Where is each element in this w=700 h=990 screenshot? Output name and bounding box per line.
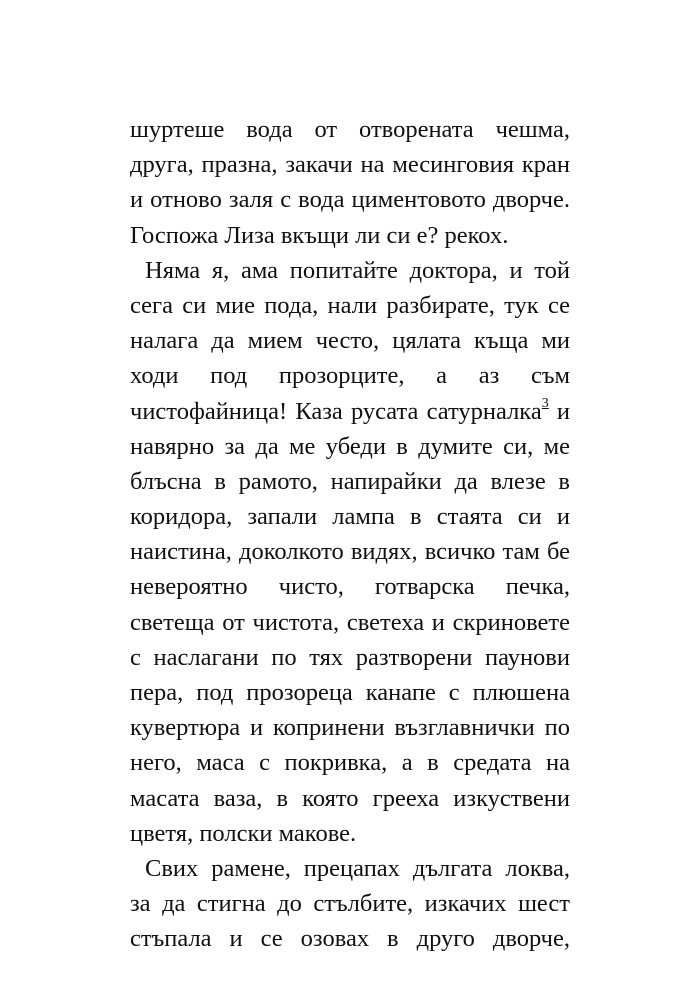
paragraph-2 [130, 253, 570, 851]
text-line: шуртеше вода от отворената чешма, [130, 116, 570, 143]
paragraph-3 [130, 851, 570, 957]
text-line: наистина, доколкото видях, всичко там бе [130, 538, 570, 566]
page-text [130, 112, 570, 957]
text-line: цветя, полски макове. [130, 819, 357, 847]
footnote-reference[interactable]: 3 [541, 396, 549, 412]
text-line: за да стигна до стълбите, изкачих шест [130, 890, 570, 918]
text-line: сега си мие пода, нали разбирате, тук се [130, 291, 570, 319]
text-line: блъсна в рамото, напирайки да влезе в [130, 467, 570, 495]
text-line: Госпожа Лиза вкъщи ли си е? рекох. [130, 221, 509, 249]
text-line: с наслагани по тях разтворени паунови [130, 643, 570, 671]
text-line: него, маса с покривка, а в средата на [130, 749, 570, 777]
text-line: Няма я, ама попитайте доктора, и той [145, 256, 570, 284]
text-line: Свих рамене, прецапах дългата локва, [145, 854, 570, 882]
text-line: налага да мием често, цялата къща ми [130, 327, 570, 355]
text-line: невероятно чисто, готварска печка, [130, 573, 570, 601]
text-line: стъпала и се озовах в друго дворче, [130, 925, 570, 953]
text-line: и отново заля с вода циментовото дворче. [130, 186, 570, 214]
text-line: масата ваза, в която грееха изкуствени [130, 784, 570, 812]
text-line: кувертюра и копринени възглавнички по [130, 714, 570, 742]
text-line: ходи под прозорците, а аз съм [130, 362, 570, 390]
text-line-with-footnote [130, 394, 570, 429]
paragraph-1 [130, 112, 570, 253]
text-line: друга, празна, закачи на месинговия кран [130, 151, 570, 179]
text-line: пера, под прозореца канапе с плюшена [130, 679, 570, 706]
text-line: светеща от чистота, светеха и скриновете [130, 608, 570, 636]
text-line-part: чистофайница! Каза русата сатурналка [130, 397, 542, 425]
text-line: навярно за да ме убеди в думите си, ме [130, 432, 570, 460]
text-line-part: и [548, 397, 570, 425]
text-line: коридора, запали лампа в стаята си и [130, 503, 570, 531]
